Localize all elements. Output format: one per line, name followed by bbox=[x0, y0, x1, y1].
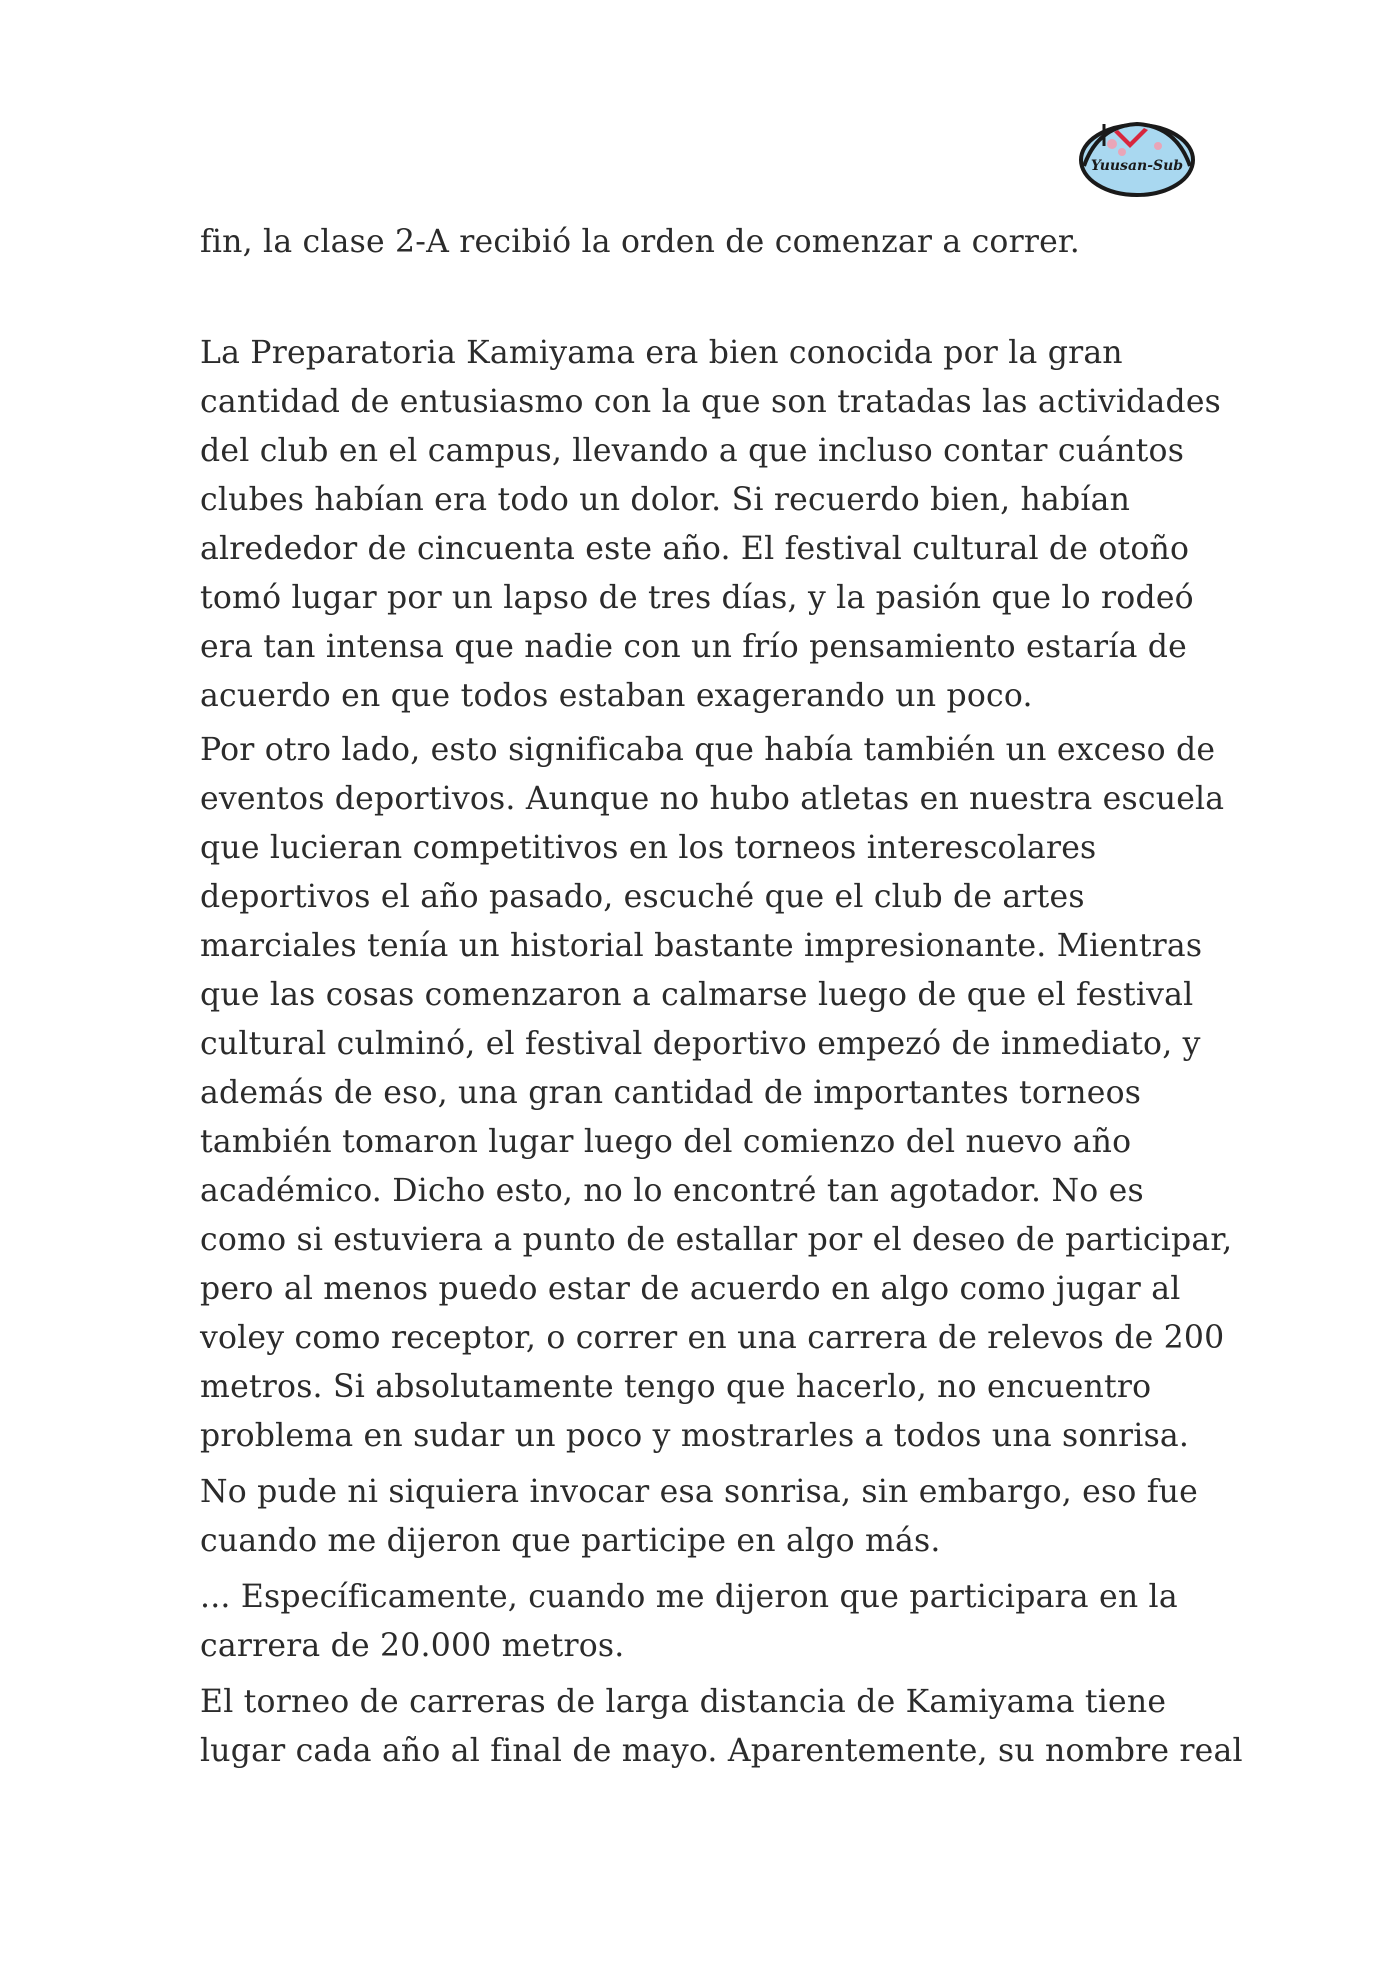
text-line: cantidad de entusiasmo con la que son tratadas las actividades bbox=[200, 384, 1222, 420]
svg-text:Yuusan-Sub: Yuusan-Sub bbox=[1090, 158, 1184, 174]
text-line: marciales tenía un historial bastante impresionante. Mientras bbox=[200, 928, 1203, 964]
text-line: deportivos el año pasado, escuché que el club de artes bbox=[200, 879, 1085, 915]
text-line: clubes habían era todo un dolor. Si recuerdo bien, habían bbox=[200, 482, 1131, 518]
paragraph bbox=[200, 1468, 1200, 1566]
text-line: que lucieran competitivos en los torneos interescolares bbox=[200, 830, 1097, 866]
text-line: Por otro lado, esto significaba que había también un exceso de bbox=[200, 732, 1216, 768]
text-line: La Preparatoria Kamiyama era bien conocida por la gran bbox=[200, 335, 1123, 371]
text-line: carrera de 20.000 metros. bbox=[200, 1628, 625, 1664]
text-line: que las cosas comenzaron a calmarse luego de que el festival bbox=[200, 977, 1194, 1013]
text-line: No pude ni siquiera invocar esa sonrisa, sin embargo, eso fue bbox=[200, 1474, 1198, 1510]
paragraph bbox=[200, 1573, 1200, 1671]
text-line: ... Específicamente, cuando me dijeron que participara en la bbox=[200, 1579, 1178, 1615]
text-line: acuerdo en que todos estaban exagerando un poco. bbox=[200, 678, 1033, 714]
text-line: lugar cada año al final de mayo. Aparentemente, su nombre real bbox=[200, 1733, 1243, 1769]
text-line: del club en el campus, llevando a que incluso contar cuántos bbox=[200, 433, 1185, 469]
text-line: fin, la clase 2-A recibió la orden de comenzar a correr. bbox=[200, 224, 1080, 260]
paragraph bbox=[200, 726, 1233, 1461]
text-line: tomó lugar por un lapso de tres días, y la pasión que lo rodeó bbox=[200, 580, 1194, 616]
paragraph bbox=[200, 218, 1200, 267]
text-line: El torneo de carreras de larga distancia de Kamiyama tiene bbox=[200, 1684, 1167, 1720]
text-line: cuando me dijeron que participe en algo más. bbox=[200, 1523, 941, 1559]
logo-watermark bbox=[1078, 106, 1196, 198]
text-line: pero al menos puedo estar de acuerdo en algo como jugar al bbox=[200, 1271, 1181, 1307]
text-line: era tan intensa que nadie con un frío pensamiento estaría de bbox=[200, 629, 1187, 665]
text-line: académico. Dicho esto, no lo encontré tan agotador. No es bbox=[200, 1173, 1144, 1209]
body-text bbox=[200, 218, 1243, 1776]
paragraph bbox=[200, 1678, 1243, 1776]
text-line: también tomaron lugar luego del comienzo del nuevo año bbox=[200, 1124, 1132, 1160]
text-line: problema en sudar un poco y mostrarles a todos una sonrisa. bbox=[200, 1418, 1190, 1454]
text-line: metros. Si absolutamente tengo que hacerlo, no encuentro bbox=[200, 1369, 1152, 1405]
text-line: alrededor de cincuenta este año. El festival cultural de otoño bbox=[200, 531, 1190, 567]
text-line: cultural culminó, el festival deportivo empezó de inmediato, y bbox=[200, 1026, 1201, 1062]
text-line: eventos deportivos. Aunque no hubo atletas en nuestra escuela bbox=[200, 781, 1225, 817]
text-line: como si estuviera a punto de estallar por el deseo de participar, bbox=[200, 1222, 1233, 1258]
text-line: además de eso, una gran cantidad de importantes torneos bbox=[200, 1075, 1142, 1111]
paragraph bbox=[200, 329, 1222, 721]
text-line: voley como receptor, o correr en una carrera de relevos de 200 bbox=[200, 1320, 1225, 1356]
